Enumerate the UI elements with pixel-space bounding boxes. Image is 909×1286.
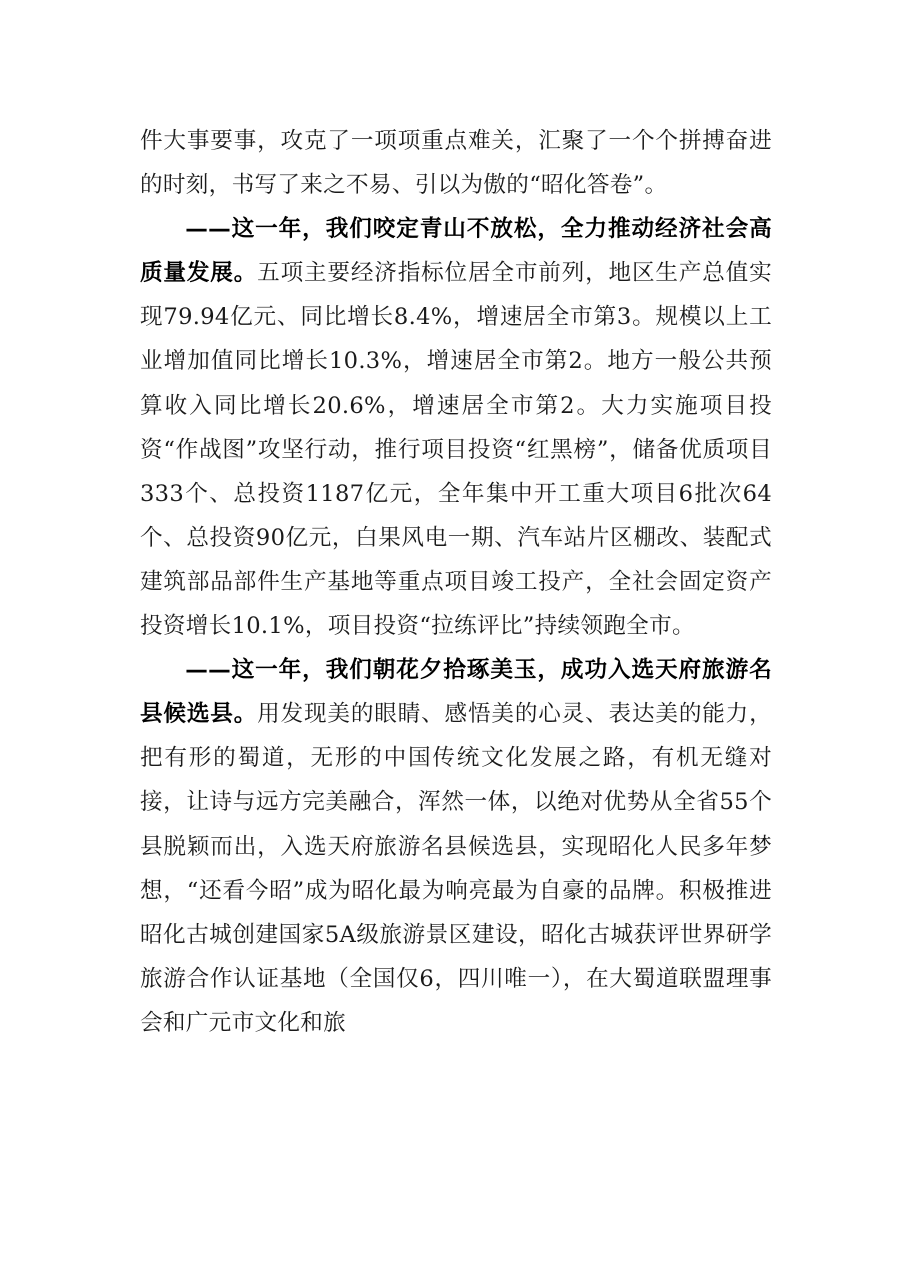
paragraph-heading: ——这一年，我们朝花夕拾琢美玉，成功入选天府旅游名县候选县。 <box>140 657 772 728</box>
paragraph-body: 用发现美的眼睛、感悟美的心灵、表达美的能力，把有形的蜀道，无形的中国传统文化发展之路，有机无缝对接，让诗与远方完美融合，浑然一体，以绝对优势从全省55个县脱颖而出，入选天府旅游名县候选县，实现昭化人民多年梦想，“还看今昭”成为昭化最为响亮最为自豪的品牌。积极推进昭化古城创建国家5A级旅游景区建设，昭化古城获评世界研学旅游合作认证基地（全国仅6，四川唯一），在大蜀道联盟理事会和广元市文化和旅 <box>140 701 772 1036</box>
paragraph-continued <box>140 119 772 207</box>
paragraph-body: 件大事要事，攻克了一项项重点难关，汇聚了一个个拼搏奋进的时刻，书写了来之不易、引以为傲的“昭化答卷”。 <box>140 128 772 199</box>
paragraph-heading: ——这一年，我们咬定青山不放松，全力推动经济社会高质量发展。 <box>140 216 772 287</box>
paragraph-tourism <box>140 648 772 1045</box>
paragraph-economy <box>140 207 772 648</box>
document-body <box>140 119 772 1045</box>
paragraph-body: 五项主要经济指标位居全市前列，地区生产总值实现79.94亿元、同比增长8.4%，增速居全市第3。规模以上工业增加值同比增长10.3%，增速居全市第2。地方一般公共预算收入同比增长20.6%，增速居全市第2。大力实施项目投资“作战图”攻坚行动，推行项目投资“红黑榜”，储备优质项目333个、总投资1187亿元，全年集中开工重大项目6批次64个、总投资90亿元，白果风电一期、汽车站片区棚改、装配式建筑部品部件生产基地等重点项目竣工投产，全社会固定资产投资增长10.1%，项目投资“拉练评比”持续领跑全市。 <box>140 260 772 640</box>
